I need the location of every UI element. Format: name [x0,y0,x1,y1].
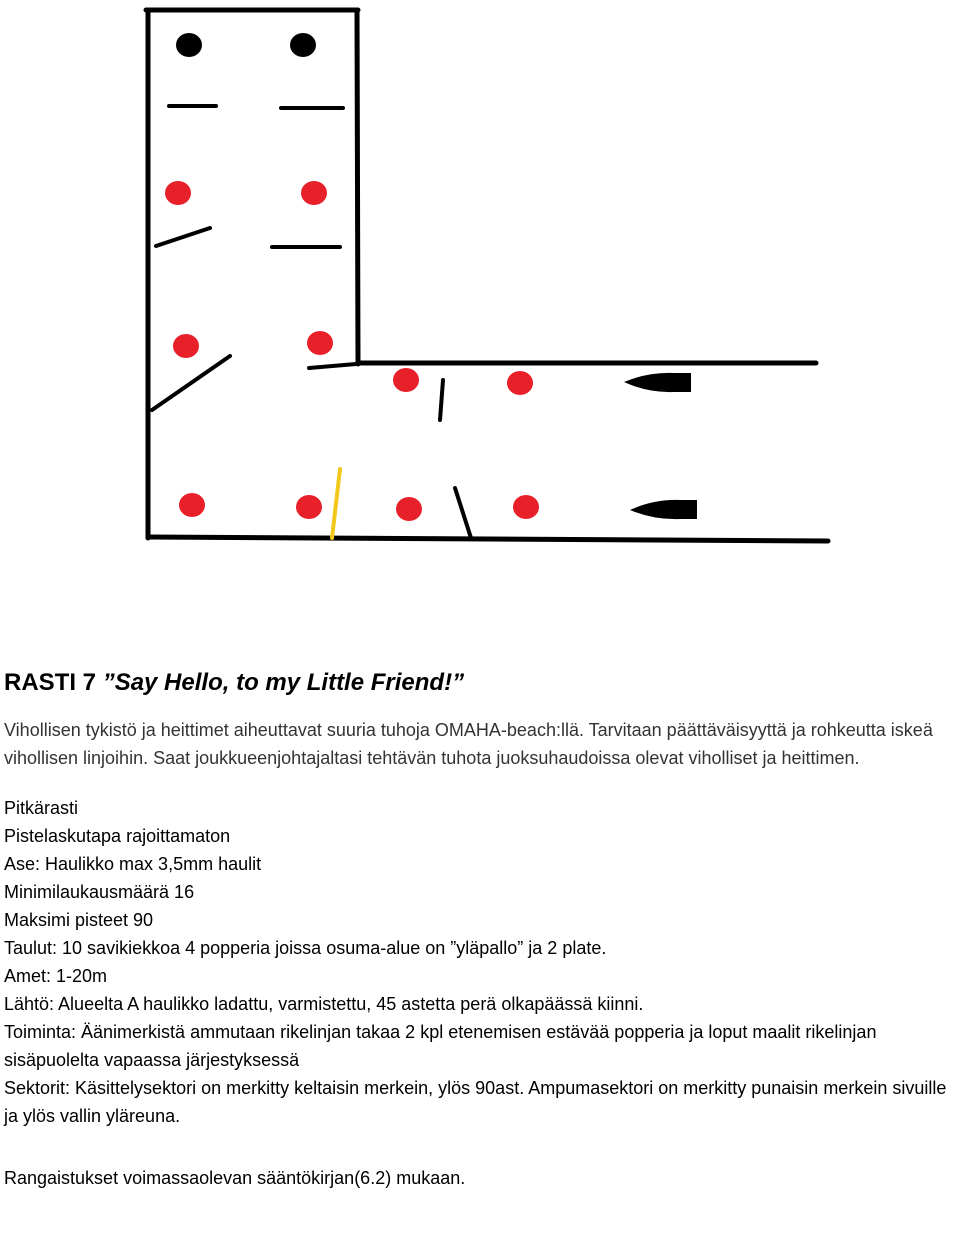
info-line-sectors: Sektorit: Käsittelysektori on merkitty keltaisin merkein, ylös 90ast. Ampumasektori on merkitty punaisin merkein sivuille ja ylös vallin yläreuna. [4,1078,947,1126]
barrier-8 [455,488,471,538]
barrier-7 [440,380,443,420]
info-line-range-type: Pitkärasti [4,798,79,818]
red-target-8 [296,495,322,519]
info-line-procedure: Toiminta: Äänimerkistä ammutaan rikelinjan takaa 2 kpl etenemisen estävää popperia ja loput maalit rikelinjan sisäpuolelta vapaassa järjestyksessä [4,1022,877,1070]
barrier-5 [152,356,230,410]
info-line-min-shots: Minimilaukausmäärä 16 [4,882,195,902]
stage-title [4,664,958,702]
info-line-scoring: Pistelaskutapa rajoittamaton [4,826,231,846]
info-line-distances: Amet: 1-20m [4,966,108,986]
red-target-9 [396,497,422,521]
red-target-2 [301,181,327,205]
red-target-3 [173,334,199,358]
red-targets [165,181,539,521]
stage-barriers [152,106,471,538]
barrier-6 [309,364,356,368]
wall-inner-vertical [357,10,358,364]
popper-2 [630,500,697,519]
intro-paragraph: Vihollisen tykistö ja heittimet aiheuttavat suuria tuhoja OMAHA-beach:llä. Tarvitaan päättäväisyyttä ja rohkeutta iskeä vihollisen linjoihin. Saat joukkueenjohtajaltasi tehtävän tuhota juoksuhaudoissa olevat viholliset ja heittimen. [4,720,933,768]
stage-layout-diagram [0,0,960,600]
stage-walls [146,10,828,541]
stage-title-prefix: RASTI 7 [4,669,103,696]
info-line-targets: Taulut: 10 savikiekkoa 4 popperia joissa osuma-alue on ”yläpallo” ja 2 plate. [4,938,607,958]
black-target-2 [290,33,316,57]
stage-title-quote: ”Say Hello, to my Little Friend!” [102,669,465,696]
red-target-7 [179,493,205,517]
red-target-6 [507,371,533,395]
red-target-1 [165,181,191,205]
sector-marker-yellow [332,469,340,538]
black-targets [176,33,316,57]
stage-description [4,664,958,1192]
wall-bottom [148,537,828,541]
red-target-10 [513,495,539,519]
info-line-start: Lähtö: Alueelta A haulikko ladattu, varmistettu, 45 astetta perä olkapäässä kiinni. [4,994,644,1014]
info-line-weapon: Ase: Haulikko max 3,5mm haulit [4,854,262,874]
poppers [624,373,697,519]
black-target-1 [176,33,202,57]
popper-1 [624,373,691,392]
penalties-line: Rangaistukset voimassaolevan sääntökirjan(6.2) mukaan. [4,1168,466,1188]
red-target-5 [393,368,419,392]
red-target-4 [307,331,333,355]
barrier-3 [156,228,210,246]
info-line-max-points: Maksimi pisteet 90 [4,910,154,930]
